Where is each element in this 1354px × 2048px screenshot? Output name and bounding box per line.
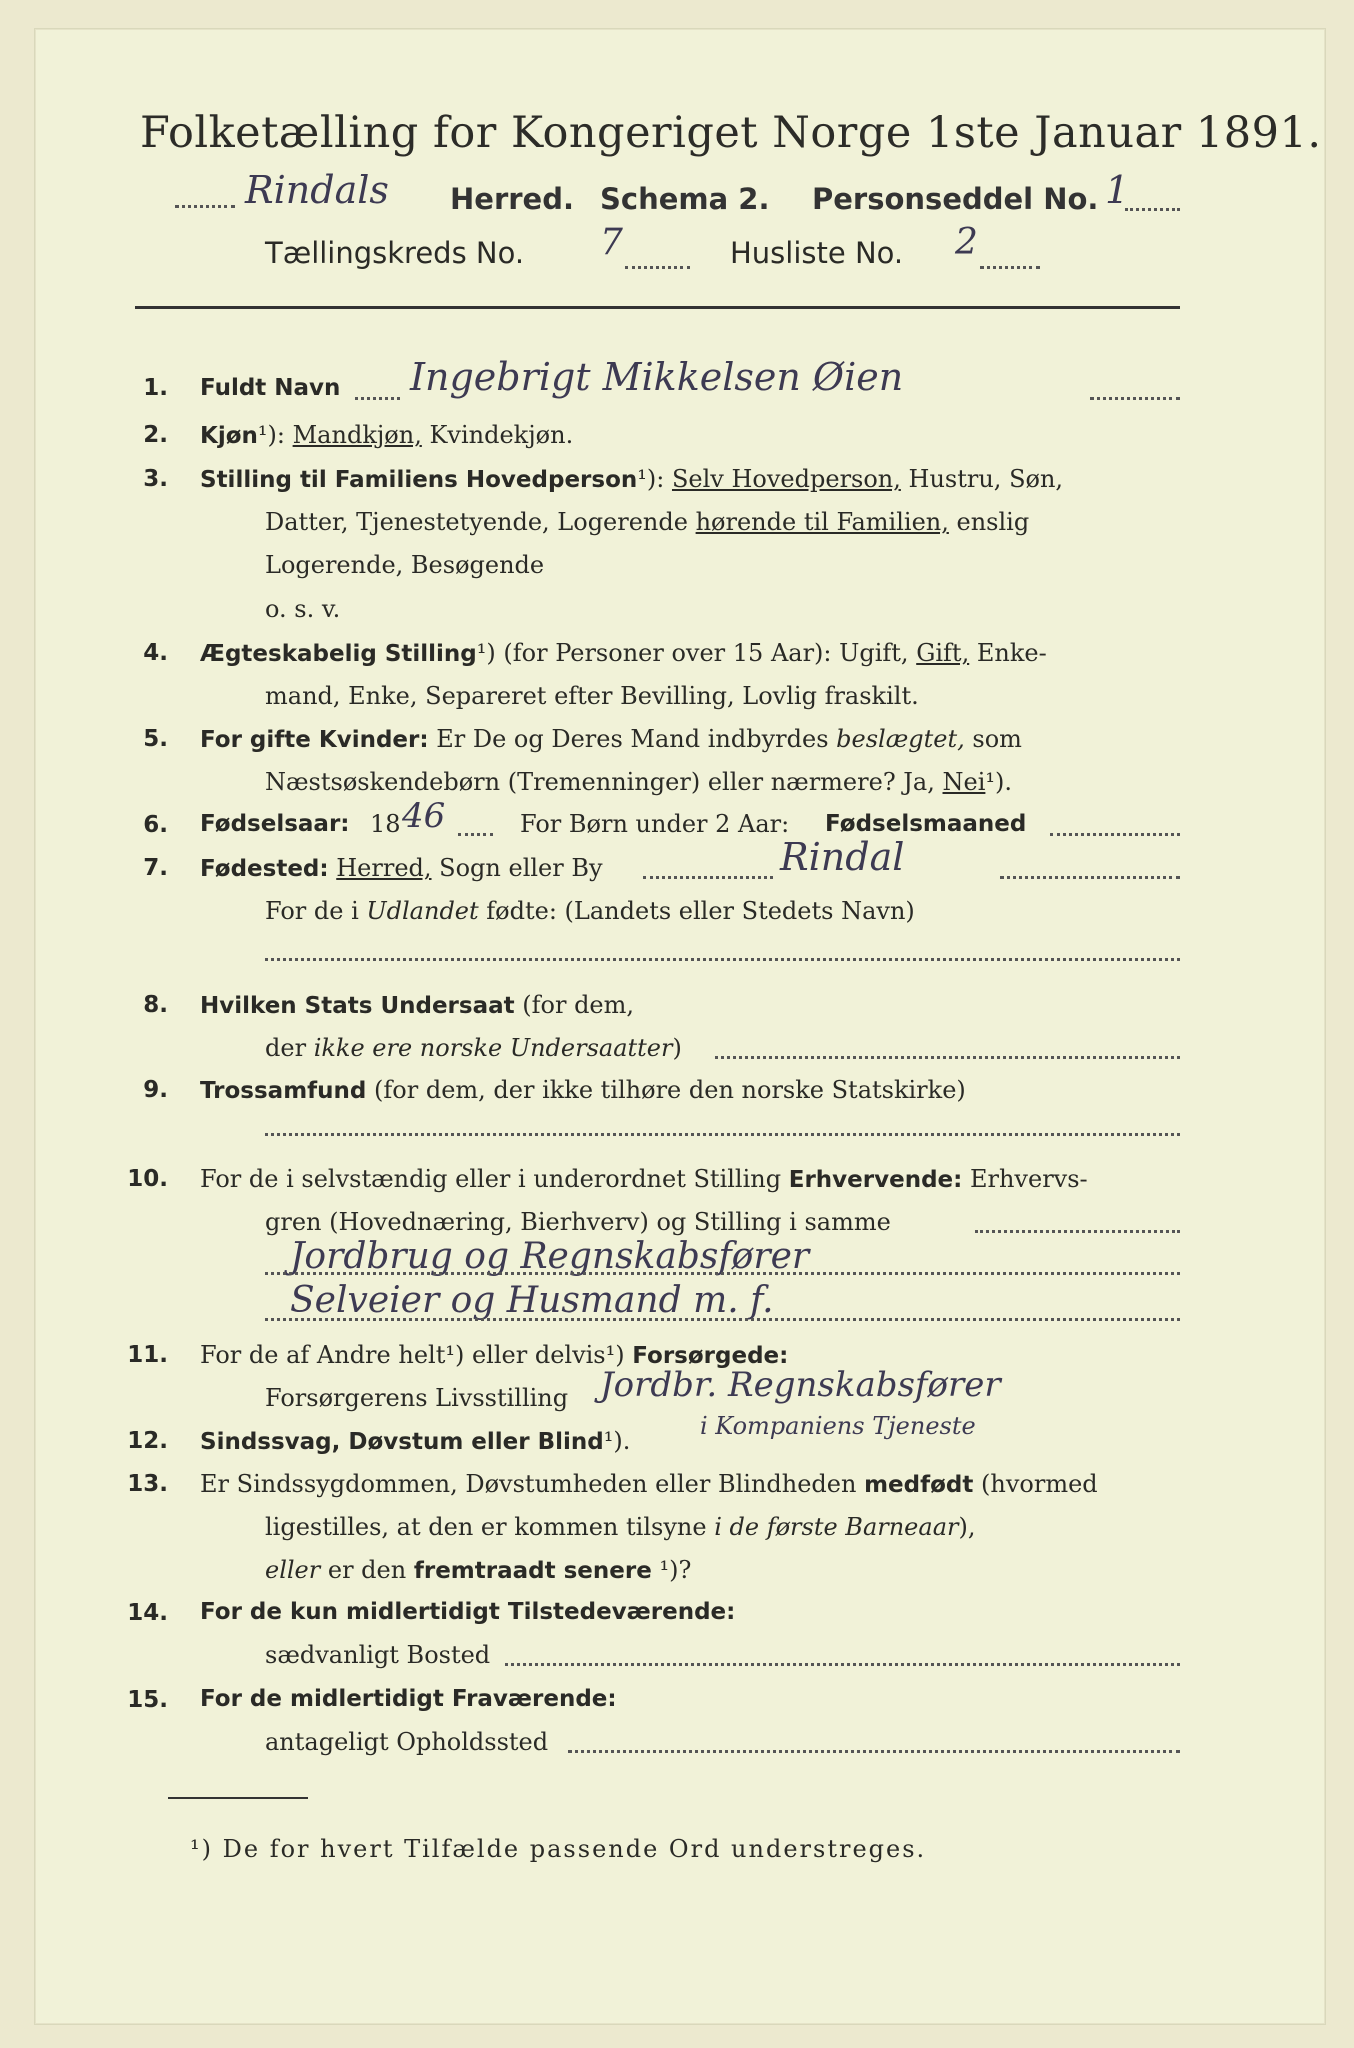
q11-text: For de af Andre helt	[200, 1341, 446, 1369]
q6-prefix: 18	[370, 810, 401, 838]
q7-number: 7.	[143, 855, 168, 881]
q8-label: Hvilken Stats Undersaat	[200, 993, 515, 1019]
q4-sup: ¹)	[476, 639, 496, 667]
q11-sup1: ¹)	[445, 1341, 465, 1369]
q11-answer-line2: i Kompaniens Tjeneste	[700, 1412, 976, 1440]
schema-label: Schema 2.	[600, 182, 770, 216]
census-form-sheet	[34, 28, 1326, 2025]
q3-line4: o. s. v.	[265, 595, 341, 623]
q11-sup2: ¹)	[605, 1341, 625, 1369]
q3-line2-end: enslig	[956, 508, 1030, 536]
husliste-value: 2	[955, 222, 978, 263]
q11-number: 11.	[127, 1342, 168, 1368]
q1-number: 1.	[143, 375, 168, 401]
footnote: ¹) De for hvert Tilfælde passende Ord understreges.	[190, 1835, 927, 1863]
q9-text: (for dem, der ikke tilhøre den norske Statskirke)	[374, 1076, 966, 1104]
dotted-line	[1000, 876, 1180, 879]
q15-line2: antageligt Opholdssted	[265, 1728, 549, 1756]
kreds-value: 7	[600, 222, 623, 263]
q7-label: Fødested:	[200, 856, 329, 882]
dotted-line	[715, 1056, 1180, 1059]
q4-line2: mand, Enke, Separeret efter Bevilling, Lovlig fraskilt.	[265, 682, 919, 710]
q4-selected-option: Gift,	[916, 639, 970, 667]
q10-answer-line2: Selveier og Husmand m. f.	[290, 1280, 774, 1321]
q6-text: For Børn under 2 Aar:	[520, 810, 790, 838]
q9-number: 9.	[143, 1077, 168, 1103]
q3-sup: ¹):	[637, 465, 665, 493]
dotted-line	[355, 397, 400, 400]
q5-italic: beslægtet,	[836, 725, 965, 753]
q7-answer: Rindal	[780, 835, 905, 879]
q14-line2: sædvanligt Bosted	[265, 1641, 491, 1669]
q9-label: Trossamfund	[200, 1078, 367, 1104]
q3-options: Hustru, Søn,	[908, 465, 1064, 493]
header-rule	[135, 306, 1180, 309]
q11-line2: Forsørgerens Livsstilling	[265, 1384, 569, 1412]
husliste-label: Husliste No.	[730, 236, 904, 270]
q6-number: 6.	[143, 812, 168, 838]
q2-option-mandkjon: Mandkjøn,	[292, 421, 422, 449]
q1-answer: Ingebrigt Mikkelsen Øien	[410, 355, 904, 399]
dotted-line	[265, 1272, 1180, 1275]
q3-number: 3.	[143, 466, 168, 492]
q10-text: For de i selvstændig eller i underordnet Stilling	[200, 1165, 782, 1193]
q12-sup: ¹).	[603, 1427, 631, 1455]
q4-text: (for Personer over 15 Aar): Ugift,	[503, 639, 909, 667]
kreds-label: Tællingskreds No.	[265, 236, 525, 270]
q12-label: Sindssvag, Døvstum eller Blind	[200, 1429, 604, 1455]
dotted-line	[1090, 397, 1180, 400]
q10-number: 10.	[127, 1166, 168, 1192]
q13-line3-italic: eller	[265, 1556, 321, 1584]
q11-text2: eller delvis	[471, 1341, 606, 1369]
q3-label: Stilling til Familiens Hovedperson	[200, 467, 638, 493]
q13-line3-end: ¹)?	[659, 1556, 692, 1584]
herred-value: Rindals	[245, 168, 389, 212]
q5-sup: ¹).	[985, 768, 1013, 796]
q7-line2-italic: Udlandet	[366, 897, 479, 925]
q13-number: 13.	[127, 1471, 168, 1497]
q2-label: Kjøn	[200, 423, 258, 449]
dotted-line	[175, 205, 235, 208]
q7-line2: For de i	[265, 897, 359, 925]
dotted-line	[265, 1133, 1180, 1136]
dotted-line	[458, 833, 493, 836]
q8-number: 8.	[143, 992, 168, 1018]
herred-label: Herred.	[450, 182, 574, 216]
q14-label: For de kun midlertidigt Tilstedeværende:	[200, 1599, 736, 1625]
dotted-line	[980, 266, 1040, 269]
q4-number: 4.	[143, 640, 168, 666]
q10-label: Erhvervende:	[788, 1167, 963, 1193]
q4-label: Ægteskabelig Stilling	[200, 641, 477, 667]
q1-label: Fuldt Navn	[200, 375, 341, 401]
q13-line3: er den	[327, 1556, 407, 1584]
q8-line2-end: )	[672, 1034, 682, 1062]
q13-label: medfødt	[864, 1472, 974, 1498]
dotted-line	[1050, 833, 1180, 836]
q5-label: For gifte Kvinder:	[200, 727, 429, 753]
q10-line2: gren (Hovednæring, Bierhverv) og Stilling i samme	[265, 1208, 891, 1236]
q5-selected-option: Nei	[942, 768, 986, 796]
q15-label: For de midlertidigt Fraværende:	[200, 1686, 617, 1712]
q8-line2: der	[265, 1034, 307, 1062]
footnote-rule	[168, 1797, 308, 1799]
q5-number: 5.	[143, 726, 168, 752]
dotted-line	[625, 266, 690, 269]
dotted-line	[265, 1318, 1180, 1321]
dotted-line	[265, 958, 1180, 961]
personseddel-label: Personseddel No.	[812, 182, 1099, 216]
dotted-line	[643, 876, 773, 879]
q7-selected-option: Herred,	[336, 854, 432, 882]
q13-text-end: (hvormed	[981, 1470, 1098, 1498]
q5-text-end: som	[972, 725, 1022, 753]
q7-line2-end: fødte: (Landets eller Stedets Navn)	[486, 897, 915, 925]
q13-line3-bold: fremtraadt senere	[413, 1558, 652, 1584]
q7-text: Sogn eller By	[439, 854, 603, 882]
q14-number: 14.	[127, 1600, 168, 1626]
q13-line2-end: ),	[958, 1513, 976, 1541]
q5-line2: Næstsøskendebørn (Tremenninger) eller nærmere? Ja,	[265, 768, 935, 796]
q6-label: Fødselsaar:	[200, 811, 350, 837]
q3-line2: Datter, Tjenestetyende, Logerende	[265, 508, 688, 536]
q8-text: (for dem,	[522, 991, 635, 1019]
q15-number: 15.	[127, 1687, 168, 1713]
q4-text-end: Enke-	[976, 639, 1047, 667]
q8-line2-italic: ikke ere norske Undersaatter	[313, 1034, 673, 1062]
q2-option-kvindekjon: Kvindekjøn.	[429, 421, 574, 449]
q11-label: Forsørgede:	[632, 1343, 789, 1369]
q3-selected-option: Selv Hovedperson,	[671, 465, 901, 493]
q10-text-end: Erhvervs-	[969, 1165, 1088, 1193]
q2-sup: ¹):	[257, 421, 285, 449]
personseddel-value: 1	[1105, 168, 1130, 212]
dotted-line	[568, 1750, 1180, 1753]
q13-line2-italic: i de første Barneaar	[714, 1513, 959, 1541]
q5-text: Er De og Deres Mand indbyrdes	[436, 725, 829, 753]
q2-number: 2.	[143, 422, 168, 448]
q13-line2: ligestilles, at den er kommen tilsyne	[265, 1513, 707, 1541]
form-title: Folketælling for Kongeriget Norge 1ste Januar 1891.	[140, 108, 1322, 158]
q6-label2: Fødselsmaaned	[825, 811, 1027, 837]
q12-number: 12.	[127, 1428, 168, 1454]
dotted-line	[505, 1663, 1180, 1666]
q10-answer-line1: Jordbrug og Regnskabsfører	[290, 1236, 810, 1277]
dotted-line	[975, 1230, 1180, 1233]
dotted-line	[1125, 208, 1180, 211]
q3-line3: Logerende, Besøgende	[265, 551, 545, 579]
q3-underlined-option: hørende til Familien,	[695, 508, 949, 536]
q13-text: Er Sindssygdommen, Døvstumheden eller Blindheden	[200, 1470, 857, 1498]
q6-answer: 46	[402, 796, 446, 836]
q11-answer-line1: Jordbr. Regnskabsfører	[600, 1365, 1001, 1405]
